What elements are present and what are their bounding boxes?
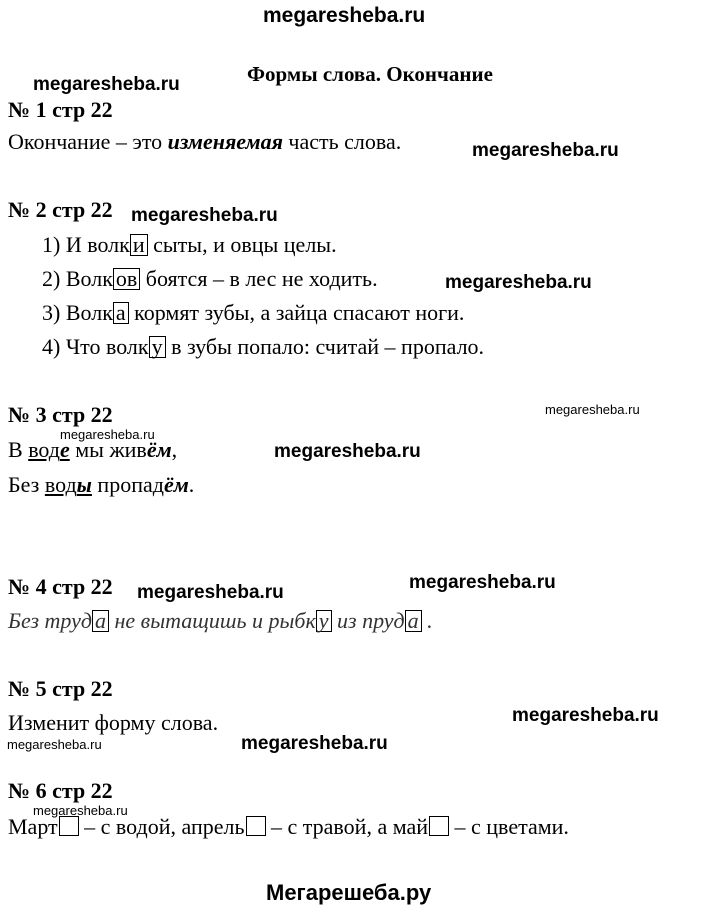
task3-line2 bbox=[8, 472, 194, 498]
empty-ending-box bbox=[59, 816, 79, 836]
item-pre: Волк bbox=[65, 300, 113, 325]
ending-box: ов bbox=[113, 268, 140, 290]
task2-heading: № 2 стр 22 bbox=[8, 197, 113, 222]
watermark: megaresheba.ru bbox=[512, 705, 659, 726]
watermark: megaresheba.ru bbox=[472, 140, 619, 161]
ending-box: у bbox=[149, 336, 166, 358]
watermark: megaresheba.ru bbox=[241, 733, 388, 754]
task4-heading: № 4 стр 22 bbox=[8, 574, 113, 599]
task1-heading: № 1 стр 22 bbox=[8, 97, 113, 122]
word-stem: вод bbox=[28, 437, 60, 462]
watermark: megaresheba.ru bbox=[7, 737, 102, 752]
watermark: megaresheba.ru bbox=[263, 4, 426, 27]
task4-text bbox=[8, 608, 433, 634]
text-fragment: не вытащишь и рыбк bbox=[108, 608, 316, 633]
list-item bbox=[42, 300, 484, 334]
text-fragment: Март bbox=[8, 814, 58, 839]
task5-text: Изменит форму слова. bbox=[8, 710, 219, 735]
task6-text bbox=[8, 814, 569, 840]
item-post: боятся – в лес не ходить. bbox=[140, 266, 378, 291]
empty-ending-box bbox=[429, 816, 449, 836]
word-stem: вод bbox=[44, 472, 77, 497]
text-fragment: Без труд bbox=[8, 608, 92, 633]
task1-text bbox=[8, 129, 401, 155]
watermark: megaresheba.ru bbox=[60, 427, 155, 442]
text-fragment: Без bbox=[8, 472, 45, 497]
text-fragment: – с травой, а май bbox=[265, 814, 429, 839]
task1-emphasis: изменяемая bbox=[167, 129, 283, 154]
item-pre: Волк bbox=[65, 266, 113, 291]
task1-post: часть слова. bbox=[282, 129, 402, 154]
word-ending: ы bbox=[76, 472, 92, 497]
item-number: 2) bbox=[42, 266, 61, 291]
item-post: сыты, и овцы целы. bbox=[147, 232, 337, 257]
ending-box: и bbox=[130, 234, 148, 256]
ending-box: а bbox=[92, 610, 109, 632]
underlined-word bbox=[28, 437, 70, 462]
task3-heading: № 3 стр 22 bbox=[8, 402, 113, 427]
punctuation: , bbox=[171, 437, 178, 462]
text-fragment: пропад bbox=[91, 472, 164, 497]
text-fragment: – с цветами. bbox=[449, 814, 569, 839]
item-post: в зубы попало: считай – пропало. bbox=[165, 334, 485, 359]
item-pre: Что волк bbox=[65, 334, 149, 359]
watermark: megaresheba.ru bbox=[445, 272, 592, 293]
punctuation: . bbox=[421, 608, 433, 633]
watermark: megaresheba.ru bbox=[33, 803, 128, 818]
text-fragment: – с водой, апрель bbox=[78, 814, 245, 839]
watermark: megaresheba.ru bbox=[131, 205, 278, 226]
ending-box: а bbox=[405, 610, 422, 632]
text-fragment: из пруд bbox=[331, 608, 405, 633]
text-fragment: мы жив bbox=[69, 437, 147, 462]
text-fragment: В bbox=[8, 437, 29, 462]
task2-list bbox=[42, 232, 484, 368]
footer-brand: Мегарешеба.ру bbox=[266, 880, 432, 905]
watermark: megaresheba.ru bbox=[274, 441, 421, 462]
watermark: megaresheba.ru bbox=[137, 582, 284, 603]
task5-heading: № 5 стр 22 bbox=[8, 676, 113, 701]
word-ending: е bbox=[59, 437, 70, 462]
task6-heading: № 6 стр 22 bbox=[8, 778, 113, 803]
empty-ending-box bbox=[246, 816, 266, 836]
ending-box: а bbox=[113, 302, 129, 324]
punctuation: . bbox=[188, 472, 195, 497]
list-item bbox=[42, 266, 484, 300]
word-ending: ём bbox=[146, 437, 172, 462]
item-pre: И волк bbox=[65, 232, 130, 257]
watermark: megaresheba.ru bbox=[33, 74, 180, 95]
list-item bbox=[42, 232, 484, 266]
watermark: megaresheba.ru bbox=[545, 402, 640, 417]
item-number: 1) bbox=[42, 232, 61, 257]
underlined-word bbox=[45, 472, 92, 497]
ending-box: у bbox=[316, 610, 332, 632]
task1-pre: Окончание – это bbox=[8, 129, 168, 154]
list-item bbox=[42, 334, 484, 368]
task3-line1 bbox=[8, 437, 177, 463]
item-number: 4) bbox=[42, 334, 61, 359]
page-title: Формы слова. Окончание bbox=[247, 62, 493, 86]
item-number: 3) bbox=[42, 300, 61, 325]
item-post: кормят зубы, а зайца спасают ноги. bbox=[128, 300, 465, 325]
word-ending: ём bbox=[163, 472, 189, 497]
watermark: megaresheba.ru bbox=[409, 572, 556, 593]
